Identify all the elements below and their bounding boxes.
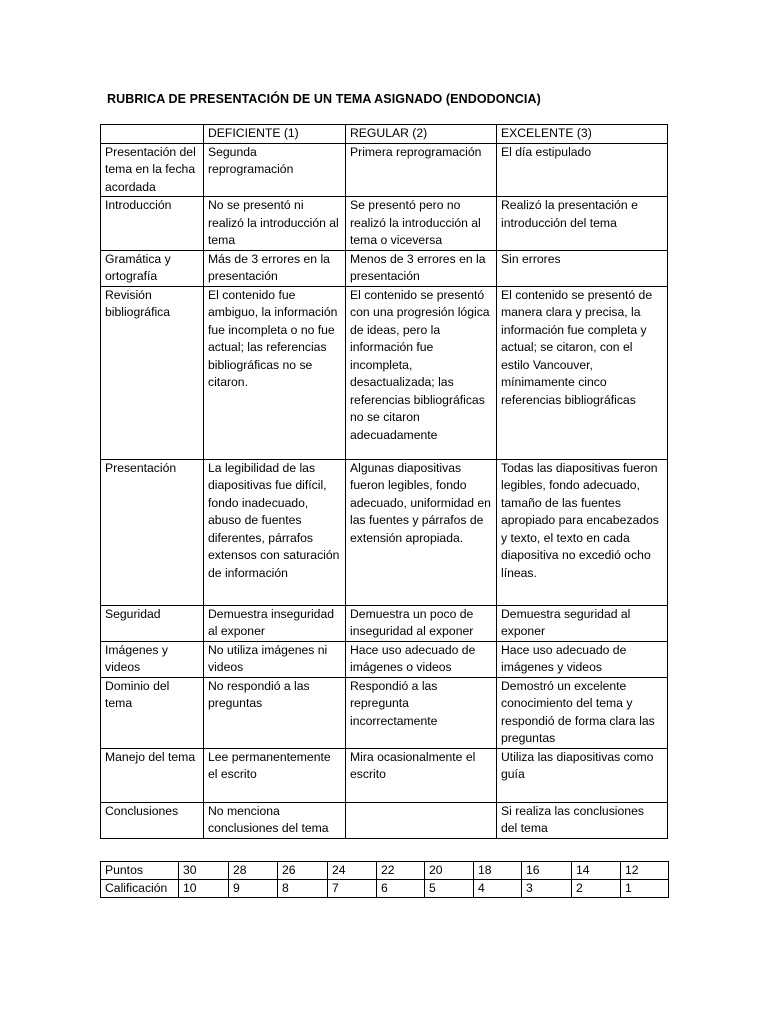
regular-cell bbox=[346, 802, 497, 838]
rubric-row bbox=[101, 459, 668, 605]
criterion-cell: Presentación del tema en la fecha acordada bbox=[101, 143, 204, 197]
score-cell: 1 bbox=[621, 880, 669, 898]
regular-cell: Mira ocasionalmente el escrito bbox=[346, 748, 497, 802]
deficiente-cell: Segunda reprogramación bbox=[204, 143, 346, 197]
rubric-row bbox=[101, 802, 668, 838]
score-cell: 22 bbox=[377, 862, 425, 880]
header-cell-criterion bbox=[101, 125, 204, 144]
excelente-cell: Utiliza las diapositivas como guía bbox=[497, 748, 668, 802]
score-cell: 8 bbox=[278, 880, 328, 898]
score-cell: 9 bbox=[229, 880, 278, 898]
score-cell: 10 bbox=[179, 880, 229, 898]
excelente-cell: Realizó la presentación e introducción del tema bbox=[497, 197, 668, 251]
deficiente-cell: No respondió a las preguntas bbox=[204, 677, 346, 748]
criterion-cell: Conclusiones bbox=[101, 802, 204, 838]
deficiente-cell: Más de 3 errores en la presentación bbox=[204, 250, 346, 286]
score-cell: 26 bbox=[278, 862, 328, 880]
excelente-cell: Si realiza las conclusiones del tema bbox=[497, 802, 668, 838]
rubric-row bbox=[101, 143, 668, 197]
rubric-header-row bbox=[101, 125, 668, 144]
score-cell: 16 bbox=[522, 862, 572, 880]
score-cell: 18 bbox=[474, 862, 522, 880]
regular-cell: Hace uso adecuado de imágenes o videos bbox=[346, 641, 497, 677]
deficiente-cell: El contenido fue ambiguo, la información fue incompleta o no fue actual; las referencias bibliográficas no se citaron. bbox=[204, 286, 346, 459]
scores-row-calificacion bbox=[101, 880, 669, 898]
excelente-cell: Sin errores bbox=[497, 250, 668, 286]
score-cell: 6 bbox=[377, 880, 425, 898]
header-cell-deficiente: DEFICIENTE (1) bbox=[204, 125, 346, 144]
rubric-row bbox=[101, 197, 668, 251]
score-cell: 7 bbox=[328, 880, 377, 898]
criterion-cell: Dominio del tema bbox=[101, 677, 204, 748]
rubric-row bbox=[101, 286, 668, 459]
deficiente-cell: Lee permanentemente el escrito bbox=[204, 748, 346, 802]
criterion-cell: Introducción bbox=[101, 197, 204, 251]
deficiente-cell: No utiliza imágenes ni videos bbox=[204, 641, 346, 677]
score-cell: 5 bbox=[425, 880, 474, 898]
deficiente-cell: La legibilidad de las diapositivas fue difícil, fondo inadecuado, abuso de fuentes diferentes, párrafos extensos con saturación de información bbox=[204, 459, 346, 605]
score-row-label: Calificación bbox=[101, 880, 179, 898]
header-cell-excelente: EXCELENTE (3) bbox=[497, 125, 668, 144]
rubric-table bbox=[100, 124, 668, 839]
regular-cell: Menos de 3 errores en la presentación bbox=[346, 250, 497, 286]
deficiente-cell: Demuestra inseguridad al exponer bbox=[204, 605, 346, 641]
score-cell: 3 bbox=[522, 880, 572, 898]
regular-cell: Algunas diapositivas fueron legibles, fondo adecuado, uniformidad en las fuentes y párrafos de extensión apropiada. bbox=[346, 459, 497, 605]
regular-cell: Primera reprogramación bbox=[346, 143, 497, 197]
score-cell: 12 bbox=[621, 862, 669, 880]
deficiente-cell: No se presentó ni realizó la introducción al tema bbox=[204, 197, 346, 251]
rubric-row bbox=[101, 677, 668, 748]
criterion-cell: Gramática y ortografía bbox=[101, 250, 204, 286]
rubric-row bbox=[101, 748, 668, 802]
score-cell: 20 bbox=[425, 862, 474, 880]
regular-cell: Se presentó pero no realizó la introducción al tema o viceversa bbox=[346, 197, 497, 251]
score-row-label: Puntos bbox=[101, 862, 179, 880]
excelente-cell: Todas las diapositivas fueron legibles, fondo adecuado, tamaño de las fuentes apropiado para encabezados y texto, el texto en cada diapositiva no excedió ocho líneas. bbox=[497, 459, 668, 605]
criterion-cell: Revisión bibliográfica bbox=[101, 286, 204, 459]
excelente-cell: Demostró un excelente conocimiento del tema y respondió de forma clara las preguntas bbox=[497, 677, 668, 748]
excelente-cell: Demuestra seguridad al exponer bbox=[497, 605, 668, 641]
criterion-cell: Seguridad bbox=[101, 605, 204, 641]
regular-cell: Respondió a las repregunta incorrectamente bbox=[346, 677, 497, 748]
scores-row-puntos bbox=[101, 862, 669, 880]
deficiente-cell: No menciona conclusiones del tema bbox=[204, 802, 346, 838]
rubric-row bbox=[101, 641, 668, 677]
rubric-row bbox=[101, 605, 668, 641]
score-cell: 2 bbox=[572, 880, 621, 898]
regular-cell: El contenido se presentó con una progresión lógica de ideas, pero la información fue incompleta, desactualizada; las referencias bibliográficas no se citaron adecuadamente bbox=[346, 286, 497, 459]
rubric-row bbox=[101, 250, 668, 286]
score-cell: 28 bbox=[229, 862, 278, 880]
score-cell: 30 bbox=[179, 862, 229, 880]
score-cell: 24 bbox=[328, 862, 377, 880]
score-cell: 14 bbox=[572, 862, 621, 880]
scores-table bbox=[100, 861, 669, 898]
excelente-cell: Hace uso adecuado de imágenes y videos bbox=[497, 641, 668, 677]
criterion-cell: Manejo del tema bbox=[101, 748, 204, 802]
criterion-cell: Presentación bbox=[101, 459, 204, 605]
excelente-cell: El día estipulado bbox=[497, 143, 668, 197]
criterion-cell: Imágenes y videos bbox=[101, 641, 204, 677]
excelente-cell: El contenido se presentó de manera clara y precisa, la información fue completa y actual; se citaron, con el estilo Vancouver, mínimamente cinco referencias bibliográficas bbox=[497, 286, 668, 459]
regular-cell: Demuestra un poco de inseguridad al exponer bbox=[346, 605, 497, 641]
score-cell: 4 bbox=[474, 880, 522, 898]
header-cell-regular: REGULAR (2) bbox=[346, 125, 497, 144]
document-title: RUBRICA DE PRESENTACIÓN DE UN TEMA ASIGNADO (ENDODONCIA) bbox=[107, 92, 541, 106]
